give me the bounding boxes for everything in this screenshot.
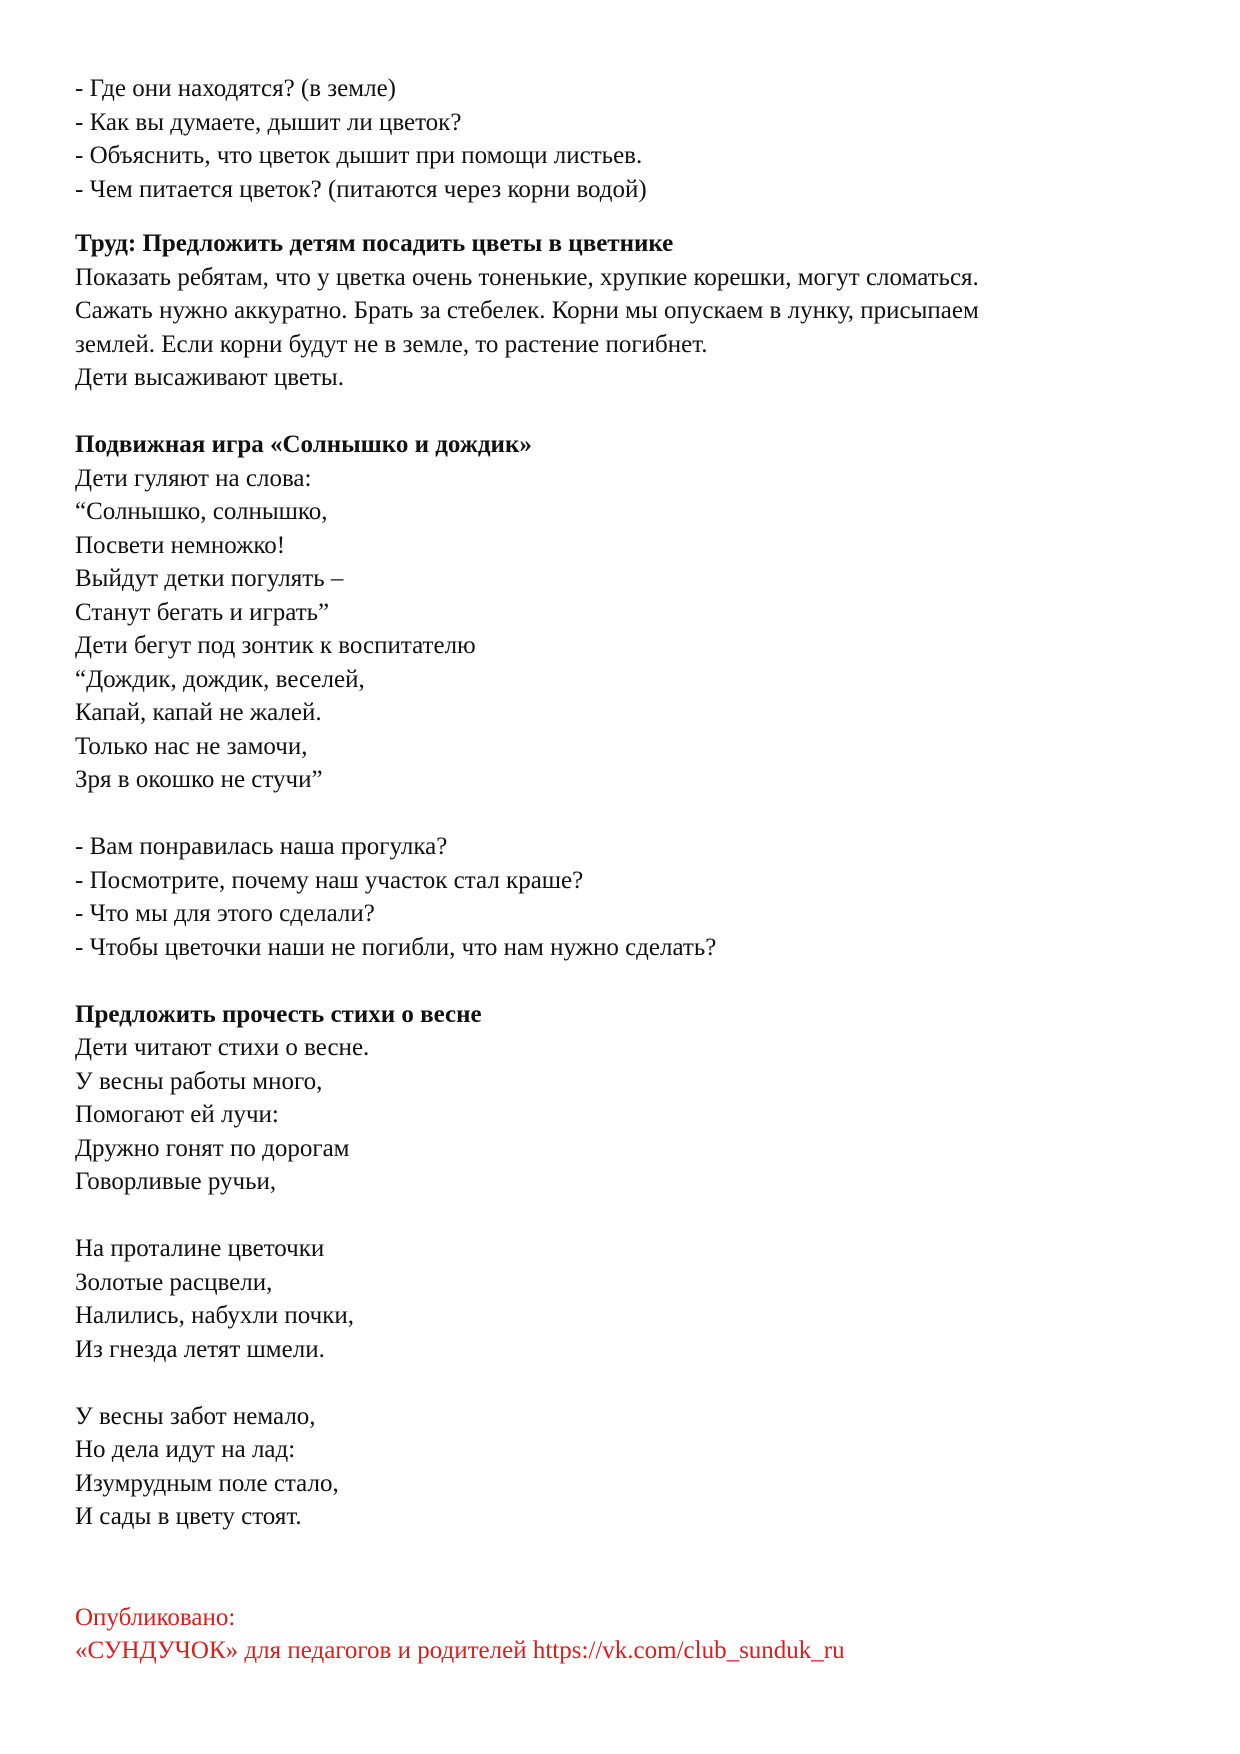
question-line: - Вам понравилась наша прогулка? [75,833,448,860]
game-line: Дети гуляют на слова: [75,464,312,492]
work-line: Сажать нужно аккуратно. Брать за стебелек. Корни мы опускаем в лунку, присыпаем [75,297,979,324]
document-page [75,72,1175,1668]
game-line: Станут бегать и играть” [75,598,330,626]
poem-line: Но дела идут на лад: [75,1436,296,1463]
questions-top [75,72,1175,206]
publisher-link[interactable]: «СУНДУЧОК» для педагогов и родителей https://vk.com/club_sunduk_ru [75,1637,845,1664]
poem-line: И сады в цвету стоят. [75,1503,302,1530]
question-line: - Объяснить, что цветок дышит при помощи листьев. [75,142,643,169]
question-line: - Где они находятся? (в земле) [75,75,396,102]
poem-line: Говорливые ручьи, [75,1168,277,1195]
game-section [75,428,1175,797]
poems-heading: Предложить прочесть стихи о весне [75,1000,482,1028]
poem-line: Золотые расцвели, [75,1268,273,1296]
spacer [75,1366,1175,1400]
poem-line: Налились, набухли почки, [75,1302,355,1329]
spacer [75,206,1175,227]
poems-section [75,998,1175,1534]
game-heading: Подвижная игра «Солнышко и дождик» [75,431,532,458]
poem-line: Помогают ей лучи: [75,1101,279,1128]
game-line: Зря в окошко не стучи” [75,766,323,793]
poem-stanza-2 [75,1232,1175,1366]
work-section [75,227,1175,395]
question-line: - Как вы думаете, дышит ли цветок? [75,108,462,136]
poem-line: У весны работы много, [75,1067,323,1095]
question-line: - Чтобы цветочки наши не погибли, что нам нужно сделать? [75,933,717,961]
poem-line: У весны забот немало, [75,1402,316,1430]
spacer [75,1199,1175,1233]
game-line: “Дождик, дождик, веселей, [75,665,365,693]
spacer [75,395,1175,429]
game-line: Дети бегут под зонтик к воспитателю [75,632,476,659]
question-line: - Посмотрите, почему наш участок стал краше? [75,866,584,894]
work-line: Показать ребятам, что у цветка очень тоненькие, хрупкие корешки, могут сломаться. [75,263,979,291]
poem-line: Дружно гонят по дорогам [75,1134,350,1162]
spacer [75,797,1175,831]
work-line: землей. Если корни будут не в земле, то растение погибнет. [75,330,708,358]
poem-stanza-1 [75,1065,1175,1199]
game-line: Только нас не замочи, [75,732,308,760]
game-line: Капай, капай не жалей. [75,699,322,726]
question-line: - Чем питается цветок? (питаются через корни водой) [75,175,647,203]
questions-walk [75,830,1175,964]
game-line: Посвети немножко! [75,531,286,559]
spacer [75,1534,1175,1601]
poem-line: Изумрудным поле стало, [75,1469,339,1497]
poem-stanza-3 [75,1400,1175,1534]
poems-intro: Дети читают стихи о весне. [75,1034,370,1061]
spacer [75,964,1175,998]
publication-footer [75,1601,1175,1668]
game-line: Выйдут детки погулять – [75,565,344,592]
poem-line: Из гнезда летят шмели. [75,1335,325,1363]
work-line: Дети высаживают цветы. [75,364,344,391]
game-line: “Солнышко, солнышко, [75,498,328,525]
work-heading: Труд: Предложить детям посадить цветы в цветнике [75,230,674,257]
published-label: Опубликовано: [75,1603,236,1631]
question-line: - Что мы для этого сделали? [75,900,375,927]
poem-line: На проталине цветочки [75,1235,325,1262]
